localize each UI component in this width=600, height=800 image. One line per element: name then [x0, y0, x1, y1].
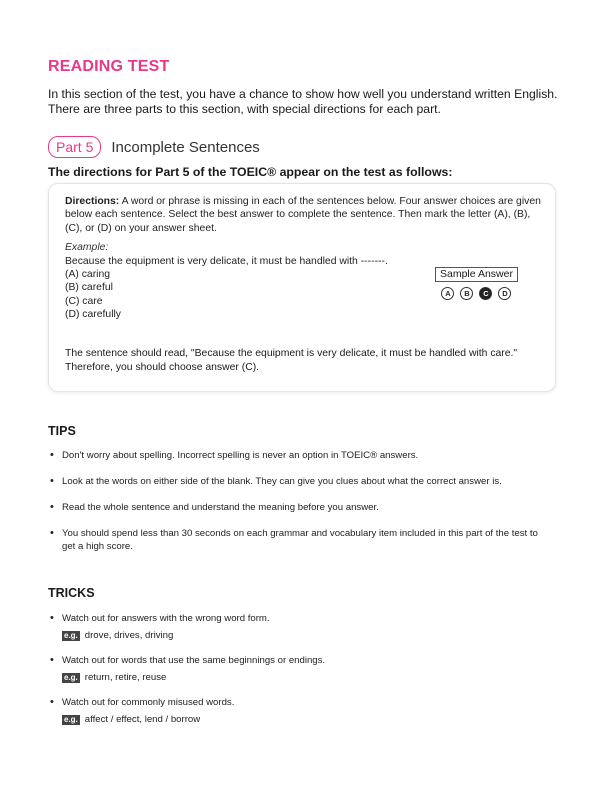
intro-paragraph: In this section of the test, you have a chance to show how well you understand written English. There are three parts to this section, with special directions for each part. — [48, 87, 558, 116]
tip-item: • Look at the words on either side of the blank. They can give you clues about what the correct answer is. — [48, 475, 548, 488]
eg-tag: e.g. — [64, 672, 78, 682]
part-badge: Part 5 — [48, 136, 101, 158]
trick-text: • Watch out for commonly misused words. — [62, 697, 235, 708]
tip-item: • Read the whole sentence and understand the meaning before you answer. — [48, 501, 548, 514]
directions-heading: The directions for Part 5 of the TOEIC® appear on the test as follows: — [48, 165, 453, 179]
sample-answer — [435, 264, 518, 300]
trick-text: • Watch out for answers with the wrong word form. — [62, 613, 270, 624]
tips-heading: TIPS — [48, 424, 76, 438]
option-b: (B) careful — [65, 282, 113, 294]
page-title: READING TEST — [48, 58, 170, 75]
directions-box — [48, 183, 556, 392]
trick-text: • Watch out for words that use the same beginnings or endings. — [62, 655, 326, 666]
trick-example-text: drove, drives, driving — [84, 630, 174, 641]
part-header — [48, 136, 260, 158]
option-c: (C) care — [65, 295, 103, 307]
bubble-b: B — [460, 287, 473, 300]
directions-label: Directions: — [65, 196, 120, 207]
trick-example-text: return, retire, reuse — [84, 672, 167, 683]
trick-example — [62, 629, 548, 642]
example-label: Example: — [65, 242, 109, 254]
sample-answer-bubbles — [435, 287, 518, 300]
option-a: (A) caring — [65, 269, 111, 281]
directions-text: A word or phrase is missing in each of the sentences below. Four answer choices are given below each sentence. Select the best answer to complete the sentence. Then mark the letter (A), (B), (C), or (D) on your answer sheet. — [65, 196, 541, 234]
trick-item — [48, 696, 548, 726]
example-sentence: Because the equipment is very delicate, it must be handled with -------. — [65, 255, 388, 267]
tricks-list — [48, 612, 548, 726]
bubble-a: A — [441, 287, 454, 300]
trick-example — [62, 713, 548, 726]
tip-item: • Don't worry about spelling. Incorrect spelling is never an option in TOEIC® answers. — [48, 449, 548, 462]
trick-item — [48, 612, 548, 642]
directions-paragraph — [65, 195, 543, 235]
bubble-c-selected: C — [479, 287, 492, 300]
tip-item: • You should spend less than 30 seconds on each grammar and vocabulary item included in this part of the test to get a high score. — [48, 527, 548, 553]
bubble-d: D — [498, 287, 511, 300]
tips-list — [48, 449, 548, 553]
eg-tag: e.g. — [64, 714, 78, 724]
tricks-heading: TRICKS — [48, 586, 95, 600]
answer-explanation: The sentence should read, "Because the equipment is very delicate, it must be handled with care." Therefore, you should choose answer (C). — [65, 348, 518, 373]
eg-tag: e.g. — [64, 630, 78, 640]
part-title: Incomplete Sentences — [111, 138, 260, 156]
sample-answer-label: Sample Answer — [435, 267, 518, 282]
trick-example — [62, 671, 548, 684]
trick-example-text: affect / effect, lend / borrow — [84, 714, 201, 725]
trick-item — [48, 654, 548, 684]
directions-content — [65, 195, 543, 322]
option-d: (D) carefully — [65, 309, 122, 321]
